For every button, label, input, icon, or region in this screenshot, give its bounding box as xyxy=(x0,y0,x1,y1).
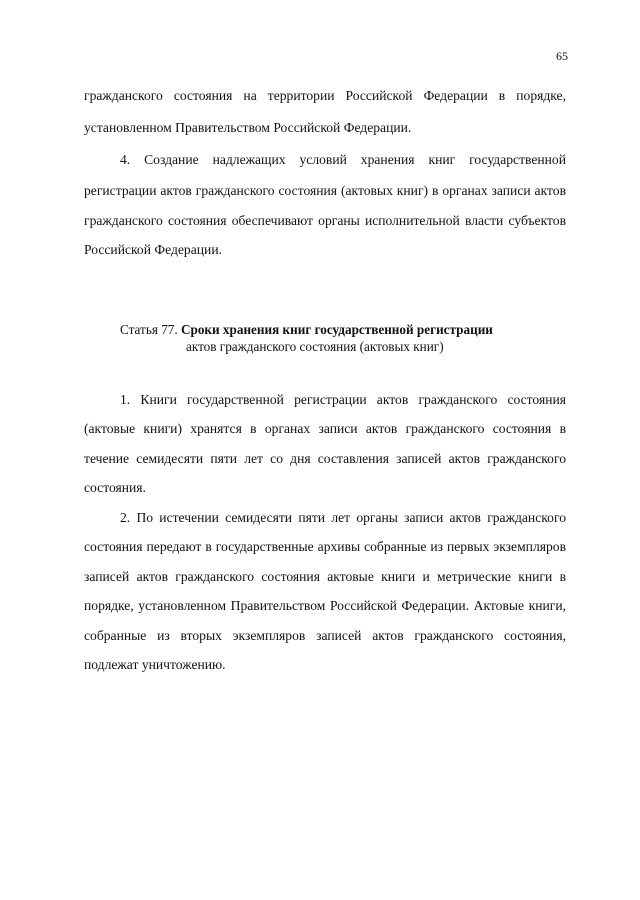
continuation-line-1: гражданского состояния на территории Российской Федерации в порядке, xyxy=(84,88,566,103)
article-title-part-2: актов гражданского состояния (актовых книг) xyxy=(186,339,444,354)
paragraph-1-line-3: течение семидесяти пяти лет со дня составления записей актов гражданского xyxy=(84,451,566,466)
item-4-line-2: регистрации актов гражданского состояния (актовых книг) в органах записи актов xyxy=(84,183,566,198)
item-4-line-1: 4. Создание надлежащих условий хранения книг государственной xyxy=(120,152,566,167)
article-title-part-1: Сроки хранения книг государственной регистрации xyxy=(180,322,493,337)
paragraph-1-line-2: (актовые книги) хранятся в органах записи актов гражданского состояния в xyxy=(84,421,566,436)
continuation-line-2: установленном Правительством Российской Федерации. xyxy=(84,120,412,135)
item-4-line-3: гражданского состояния обеспечивают органы исполнительной власти субъектов xyxy=(84,213,566,228)
article-number: Статья 77. xyxy=(120,322,181,337)
paragraph-2-line-1: 2. По истечении семидесяти пяти лет органы записи актов гражданского xyxy=(120,510,566,525)
page-number: 65 xyxy=(556,49,568,63)
paragraph-2-line-5: собранные из вторых экземпляров записей актов гражданского состояния, xyxy=(84,628,566,643)
article-heading-line-1 xyxy=(120,322,540,338)
paragraph-2-line-2: состояния передают в государственные архивы собранные из первых экземпляров xyxy=(84,539,566,554)
item-4-line-4: Российской Федерации. xyxy=(84,242,222,257)
paragraph-1-line-4: состояния. xyxy=(84,480,146,495)
paragraph-2-line-3: записей актов гражданского состояния актовые книги и метрические книги в xyxy=(84,569,566,584)
paragraph-2-line-4: порядке, установленном Правительством Российской Федерации. Актовые книги, xyxy=(84,598,566,613)
paragraph-1-line-1: 1. Книги государственной регистрации актов гражданского состояния xyxy=(120,392,566,407)
paragraph-2-line-6: подлежат уничтожению. xyxy=(84,657,226,672)
